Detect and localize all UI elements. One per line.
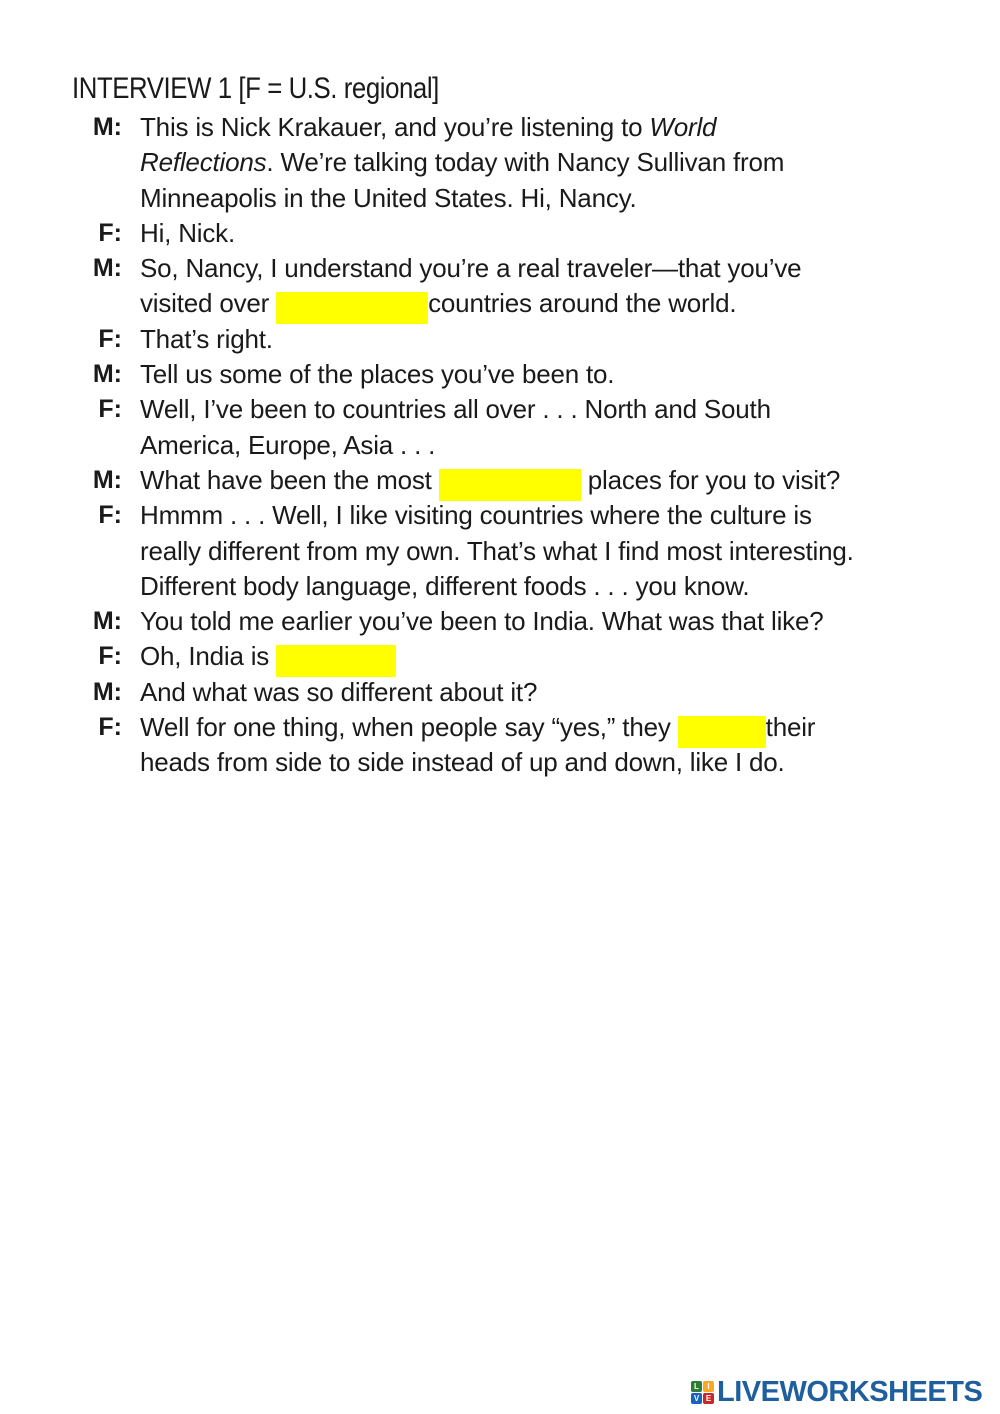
speaker-label: M: bbox=[92, 113, 122, 141]
logo-mark-tile: I bbox=[703, 1381, 714, 1392]
utterance-line bbox=[140, 569, 940, 604]
speaker-label: M: bbox=[92, 677, 122, 706]
utterance-line bbox=[140, 428, 940, 463]
utterance-line bbox=[140, 322, 940, 357]
utterance bbox=[140, 463, 940, 498]
liveworksheets-logo bbox=[691, 1376, 982, 1409]
text-segment: their bbox=[765, 712, 816, 743]
utterance bbox=[140, 639, 940, 674]
speaker-label: F: bbox=[98, 713, 122, 742]
text-segment: Different body language, different foods . . . you know. bbox=[140, 570, 750, 601]
transcript bbox=[80, 110, 940, 781]
text-segment: heads from side to side instead of up and down, like I do. bbox=[140, 747, 785, 778]
utterance-line bbox=[140, 710, 940, 745]
text-segment: This is Nick Krakauer, and you’re listening to bbox=[140, 112, 650, 142]
speaker-label: F: bbox=[98, 501, 122, 530]
utterance-line bbox=[140, 392, 940, 427]
utterance bbox=[140, 498, 940, 604]
text-segment: really different from my own. That’s what I find most interesting. bbox=[140, 535, 854, 566]
utterance-line bbox=[140, 357, 940, 392]
utterance-line bbox=[140, 463, 940, 498]
speaker-label: M: bbox=[92, 465, 122, 494]
utterance bbox=[140, 392, 940, 463]
utterance-line bbox=[140, 498, 940, 533]
utterance-line bbox=[140, 110, 940, 145]
utterance bbox=[140, 357, 940, 392]
speaker-label: F: bbox=[98, 218, 122, 247]
dialogue-turn bbox=[80, 216, 940, 251]
dialogue-turn bbox=[80, 498, 940, 604]
text-segment: You told me earlier you’ve been to India. What was that like? bbox=[140, 606, 824, 637]
dialogue-turn bbox=[80, 110, 940, 216]
utterance-line bbox=[140, 145, 940, 180]
text-segment: And what was so different about it? bbox=[140, 676, 538, 707]
dialogue-turn bbox=[80, 357, 940, 392]
utterance bbox=[140, 710, 940, 781]
utterance-line bbox=[140, 534, 940, 569]
italic-text: World bbox=[649, 112, 717, 142]
speaker-label: F: bbox=[98, 395, 122, 424]
utterance bbox=[140, 675, 940, 710]
speaker-label: M: bbox=[92, 254, 122, 283]
dialogue-turn bbox=[80, 604, 940, 639]
utterance-line bbox=[140, 675, 940, 710]
dialogue-turn bbox=[80, 251, 940, 322]
interview-heading: INTERVIEW 1 [F = U.S. regional] bbox=[72, 72, 439, 105]
text-segment: America, Europe, Asia . . . bbox=[140, 429, 436, 460]
utterance-line bbox=[140, 286, 940, 321]
utterance bbox=[140, 216, 940, 251]
utterance-line bbox=[140, 181, 940, 216]
utterance-line bbox=[140, 604, 940, 639]
text-segment: visited over bbox=[140, 288, 277, 319]
speaker-label: M: bbox=[92, 607, 122, 636]
italic-text: Reflections bbox=[140, 147, 267, 178]
logo-mark-tile: L bbox=[691, 1381, 702, 1392]
text-segment: places for you to visit? bbox=[580, 464, 841, 495]
answer-blank-2[interactable] bbox=[439, 469, 581, 501]
logo-mark-tile: V bbox=[691, 1393, 702, 1404]
text-segment: Well for one thing, when people say “yes,” they bbox=[140, 712, 678, 743]
text-segment: Well, I’ve been to countries all over . . . North and South bbox=[140, 394, 771, 425]
text-segment: What have been the most bbox=[140, 464, 439, 495]
utterance bbox=[140, 251, 940, 322]
utterance bbox=[140, 110, 940, 216]
text-segment: countries around the world. bbox=[428, 288, 737, 319]
text-segment: Minneapolis in the United States. Hi, Nancy. bbox=[140, 182, 637, 213]
text-segment: . We’re talking today with Nancy Sullivan from bbox=[266, 147, 785, 178]
speaker-label: M: bbox=[92, 360, 122, 389]
utterance-line bbox=[140, 639, 940, 674]
utterance-line bbox=[140, 216, 940, 251]
logo-text: LIVEWORKSHEETS bbox=[717, 1376, 983, 1408]
dialogue-turn bbox=[80, 639, 940, 674]
answer-blank-3[interactable] bbox=[276, 645, 396, 677]
speaker-label: F: bbox=[98, 324, 122, 353]
dialogue-turn bbox=[80, 322, 940, 357]
utterance-line bbox=[140, 745, 940, 780]
logo-mark-tile: E bbox=[703, 1393, 714, 1404]
text-segment: Hmmm . . . Well, I like visiting countries where the culture is bbox=[140, 500, 812, 531]
dialogue-turn bbox=[80, 675, 940, 710]
liveworksheets-logo-icon bbox=[691, 1381, 714, 1404]
dialogue-turn bbox=[80, 463, 940, 498]
text-segment: Hi, Nick. bbox=[140, 217, 235, 248]
text-segment: Tell us some of the places you’ve been to. bbox=[140, 359, 615, 390]
utterance bbox=[140, 322, 940, 357]
answer-blank-4[interactable] bbox=[678, 716, 766, 748]
utterance-line bbox=[140, 251, 940, 286]
text-segment: So, Nancy, I understand you’re a real traveler—that you’ve bbox=[140, 253, 802, 284]
dialogue-turn bbox=[80, 710, 940, 781]
text-segment: Oh, India is bbox=[140, 641, 277, 672]
speaker-label: F: bbox=[98, 642, 122, 671]
utterance bbox=[140, 604, 940, 639]
answer-blank-1[interactable] bbox=[276, 292, 428, 324]
dialogue-turn bbox=[80, 392, 940, 463]
text-segment: That’s right. bbox=[140, 323, 273, 354]
